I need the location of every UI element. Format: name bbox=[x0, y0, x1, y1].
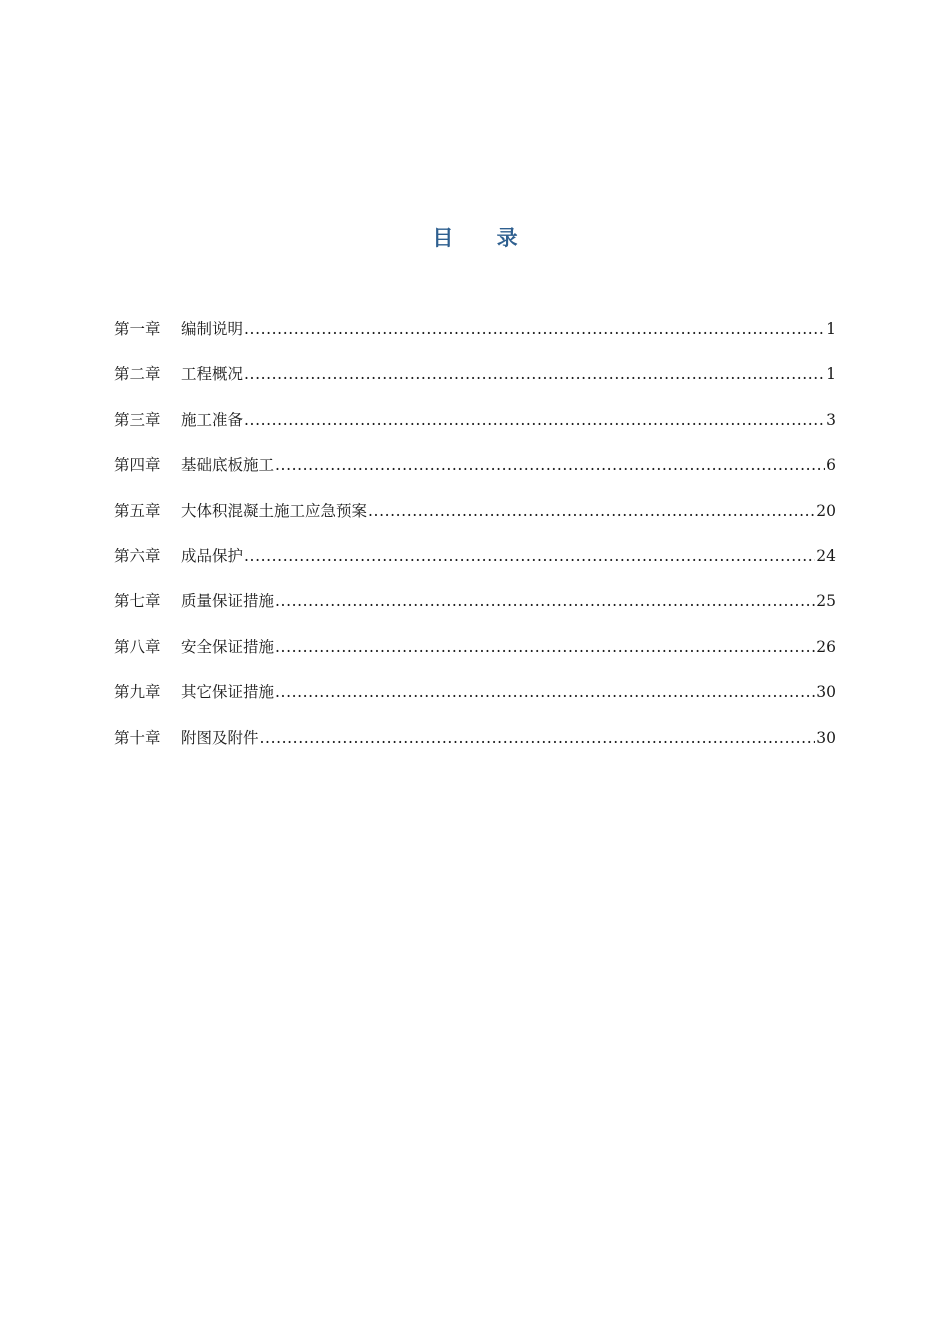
toc-dot-leader bbox=[275, 678, 815, 706]
toc-entry[interactable] bbox=[114, 724, 836, 769]
toc-chapter-title: 质量保证措施 bbox=[181, 592, 275, 611]
toc-chapter-title: 其它保证措施 bbox=[181, 683, 275, 702]
toc-dot-leader bbox=[275, 451, 825, 479]
toc-dot-leader bbox=[260, 724, 816, 752]
toc-dot-leader bbox=[244, 406, 825, 434]
toc-dot-leader bbox=[244, 315, 825, 343]
toc-chapter-number: 第二章 bbox=[114, 365, 161, 384]
toc-entry[interactable] bbox=[114, 451, 836, 496]
toc-entry[interactable] bbox=[114, 678, 836, 723]
toc-chapter-title: 编制说明 bbox=[181, 320, 244, 338]
toc-page-number: 1 bbox=[826, 365, 836, 384]
toc-chapter-title: 施工准备 bbox=[181, 410, 244, 429]
toc-entry[interactable] bbox=[114, 633, 836, 678]
toc-page-number: 6 bbox=[826, 456, 836, 475]
toc-chapter-number: 第一章 bbox=[114, 320, 161, 338]
toc-chapter-number: 第七章 bbox=[114, 592, 161, 611]
toc-dot-leader bbox=[275, 587, 815, 615]
toc-chapter-number: 第三章 bbox=[114, 410, 161, 429]
toc-dot-leader bbox=[244, 542, 815, 570]
toc-page-number: 24 bbox=[816, 546, 836, 565]
toc-chapter-number: 第四章 bbox=[114, 456, 161, 475]
toc-dot-leader bbox=[244, 360, 825, 388]
toc-chapter-title: 成品保护 bbox=[181, 546, 244, 565]
table-of-contents bbox=[114, 315, 836, 769]
toc-entry[interactable] bbox=[114, 315, 836, 360]
toc-page-number: 26 bbox=[816, 637, 836, 656]
toc-chapter-number: 第八章 bbox=[114, 637, 161, 656]
toc-chapter-title: 工程概况 bbox=[181, 365, 244, 384]
toc-dot-leader bbox=[368, 497, 815, 525]
toc-chapter-title: 附图及附件 bbox=[181, 728, 259, 747]
toc-page-number: 30 bbox=[816, 728, 836, 747]
toc-entry[interactable] bbox=[114, 587, 836, 632]
toc-entry[interactable] bbox=[114, 497, 836, 542]
toc-chapter-number: 第五章 bbox=[114, 501, 161, 520]
toc-page-number: 3 bbox=[826, 410, 836, 429]
toc-chapter-title: 基础底板施工 bbox=[181, 456, 275, 475]
toc-title: 目 录 bbox=[432, 225, 536, 250]
toc-chapter-number: 第十章 bbox=[114, 728, 161, 747]
toc-entry[interactable] bbox=[114, 542, 836, 587]
toc-chapter-number: 第六章 bbox=[114, 546, 161, 565]
toc-chapter-title: 大体积混凝土施工应急预案 bbox=[181, 501, 368, 520]
toc-page-number: 20 bbox=[816, 501, 836, 520]
toc-chapter-number: 第九章 bbox=[114, 683, 161, 702]
toc-page-number: 1 bbox=[826, 320, 836, 338]
toc-page-number: 25 bbox=[816, 592, 836, 611]
toc-page-number: 30 bbox=[816, 683, 836, 702]
toc-entry[interactable] bbox=[114, 360, 836, 405]
toc-entry[interactable] bbox=[114, 406, 836, 451]
toc-dot-leader bbox=[275, 633, 815, 661]
toc-chapter-title: 安全保证措施 bbox=[181, 637, 275, 656]
